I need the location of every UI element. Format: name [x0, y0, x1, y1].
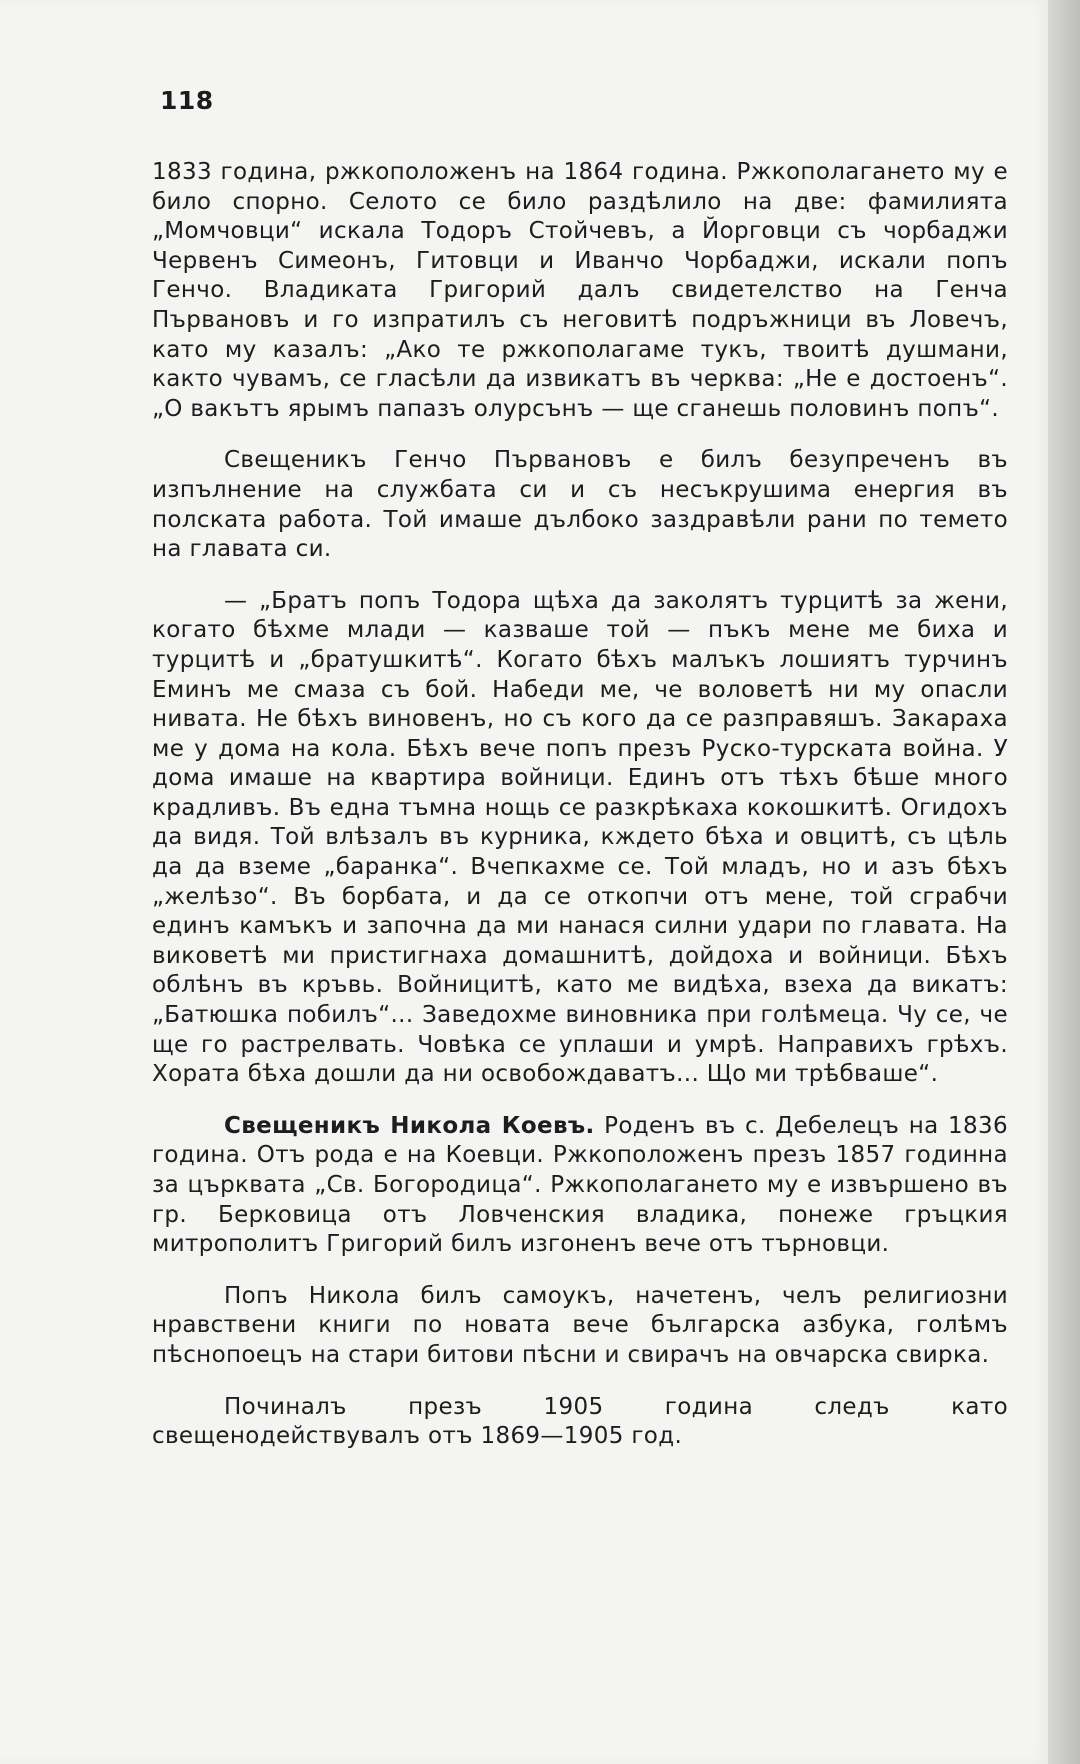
paragraph-2: Свещеникъ Генчо Първановъ е билъ безупреченъ въ изпълнение на службата си и съ несъкрушима енергия въ полската работа. Той имаше дълбоко заздравѣли рани по темето на главата си. [152, 447, 1008, 563]
page-body [152, 158, 1008, 1452]
paragraph-5: Попъ Никола билъ самоукъ, начетенъ, челъ религиозни нравствени книги по новата вече българска азбука, голѣмъ пѣснопоецъ на стари битови пѣсни и свирачъ на овчарска свирка. [152, 1282, 1008, 1368]
page-number: 118 [160, 86, 214, 115]
page-edge [1048, 0, 1080, 1764]
paragraph-1: 1833 година, ржкоположенъ на 1864 година. Ржкополагането му е било спорно. Селото се било раздѣлило на две: фамилията „Момчовци“ искала Тодоръ Стойчевъ, а Йорговци съ чорбаджи Червенъ Симеонъ, Гитовци и Иванчо Чорбаджи, искали попъ Генчо. Владиката Григорий далъ свидетелство на Генча Първановъ и го изпратилъ съ неговитѣ подръжници въ Ловечъ, като му казалъ: „Ако те ржкополагаме тукъ, твоитѣ душмани, както чувамъ, се гласѣли да извикатъ въ черква: „Не е достоенъ“. „О вакътъ ярымъ папазъ олурсънъ — ще сганешь половинъ попъ“. [152, 159, 1008, 422]
paragraph-3: — „Братъ попъ Тодора щѣха да заколятъ турцитѣ за жени, когато бѣхме млади — казваше той — пъкъ мене ме биха и турцитѣ и „братушкитѣ“. Когато бѣхъ малъкъ лошиятъ турчинъ Еминъ ме смаза съ бой. Набеди ме, че воловетѣ ни му опасли нивата. Не бѣхъ виновенъ, но съ кого да се разправяшъ. Закараха ме у дома на кола. Бѣхъ вече попъ презъ Руско-турската война. У дома имаше на квартира войници. Единъ отъ тѣхъ бѣше много крадливъ. Въ една тъмна нощь се разкрѣкаха кокошкитѣ. Огидохъ да видя. Той влѣзалъ въ курника, кждето бѣха и овцитѣ, съ цѣль да да вземе „баранка“. Вчепкахме се. Той младъ, но и азъ бѣхъ „желѣзо“. Въ борбата, и да се откопчи отъ мене, той сграбчи единъ камъкъ и започна да ми нанася силни удари по главата. На виковетѣ ми пристигнаха домашнитѣ, дойдоха и войници. Бѣхъ облѣнъ въ кръвь. Войницитѣ, като ме видѣха, взеха да викатъ: „Батюшка побилъ“... Заведохме виновника при голѣмеца. Чу се, че ще го растрелвать. Човѣка се уплаши и умрѣ. Направихъ грѣхъ. Хората бѣха дошли да ни освобождаватъ... Що ми трѣбваше“. [152, 587, 1008, 1088]
paragraph-4-text: Роденъ въ с. Дебелецъ на 1836 година. Отъ рода е на Коевци. Ржкоположенъ презъ 1857 годинна за църквата „Св. Богородица“. Ржкополагането му е извършено въ гр. Берковица отъ Ловченския владика, понеже гръцкия митрополитъ Григорий билъ изгоненъ вече отъ търновци. [152, 1112, 1008, 1258]
paragraph-6: Починалъ презъ 1905 година следъ като свещенодействувалъ отъ 1869—1905 год. [152, 1393, 1008, 1450]
priest-name: Свещеникъ Никола Коевъ. [224, 1112, 595, 1139]
paragraph-4 [152, 1112, 1008, 1260]
